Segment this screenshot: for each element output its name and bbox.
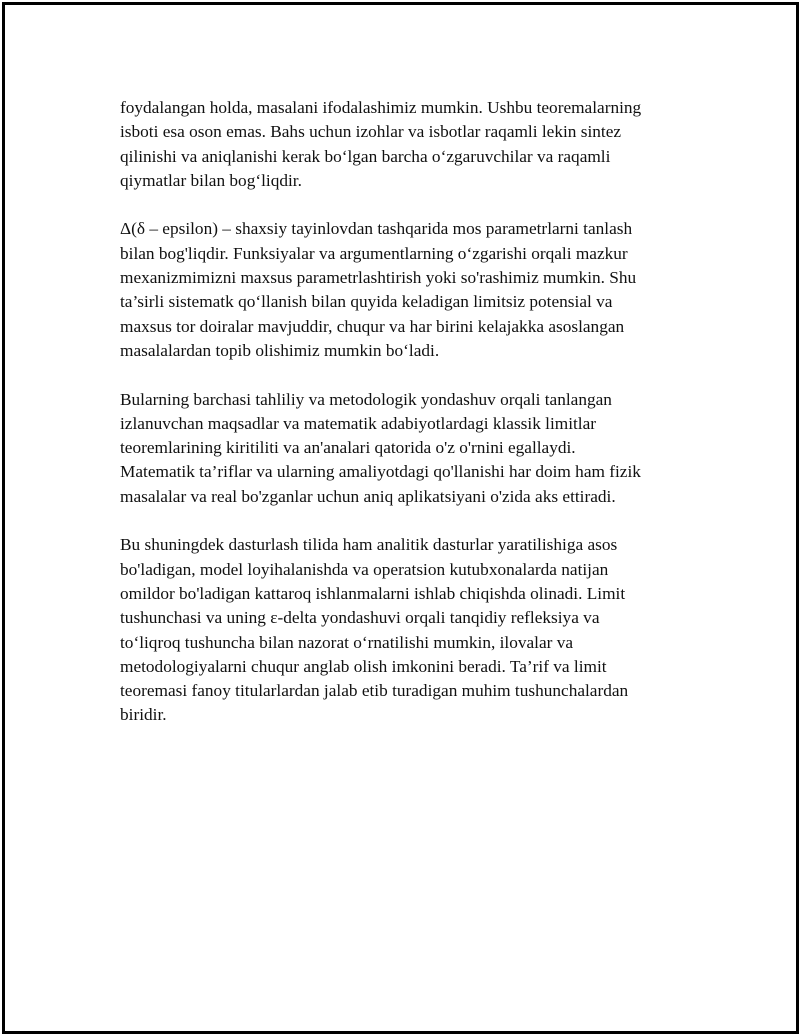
paragraph-3: Bularning barchasi tahliliy va metodologik yondashuv orqali tanlangan izlanuvchan maqsadlar va matematik adabiyotlardagi klassik limitlar teoremlarining kiritiliti va an'analari qatorida o'z o'rnini egallaydi. Matematik ta’riflar va ularning amaliyotdagi qo'llanishi har doim ham fizik masalalar va real bo'zganlar uchun aniq aplikatsiyani o'zida aks ettiradi.	[120, 389, 641, 506]
document-body	[120, 96, 700, 752]
page-frame	[2, 2, 799, 1034]
paragraph-4: Bu shuningdek dasturlash tilida ham analitik dasturlar yaratilishiga asos bo'ladigan, model loyihalanishda va operatsion kutubxonalarda natijan omildor bo'ladigan kattaroq ishlanmalarni ishlab chiqishda olinadi. Limit tushunchasi va uning ε-delta yondashuvi orqali tanqidiy refleksiya va to‘liqroq tushuncha bilan nazorat o‘rnatilishi mumkin, ilovalar va metodologiyalarni chuqur anglab olish imkonini beradi. Ta’rif va limit teoremasi fanoy titularlardan jalab etib turadigan muhim tushunchalardan biridir.	[120, 535, 629, 725]
paragraph-2: Δ(δ – epsilon) – shaxsiy tayinlovdan tashqarida mos parametrlarni tanlash bilan bog'liqdir. Funksiyalar va argumentlarning o‘zgarishi orqali mazkur mexanizmimizni maxsus parametrlashtirish yoki so'rashimiz mumkin. Shu ta’sirli sistematk qo‘llanish bilan quyida keladigan limitsiz potensial va maxsus tor doiralar mavjuddir, chuqur va har birini kelajakka asoslangan masalalardan topib olishimiz mumkin bo‘ladi.	[120, 219, 637, 360]
paragraph-1: foydalangan holda, masalani ifodalashimiz mumkin. Ushbu teoremalarning isboti esa oson emas. Bahs uchun izohlar va isbotlar raqamli lekin sintez qilinishi va aniqlanishi kerak bo‘lgan barcha o‘zgaruvchilar va raqamli qiymatlar bilan bog‘liqdir.	[120, 98, 642, 190]
